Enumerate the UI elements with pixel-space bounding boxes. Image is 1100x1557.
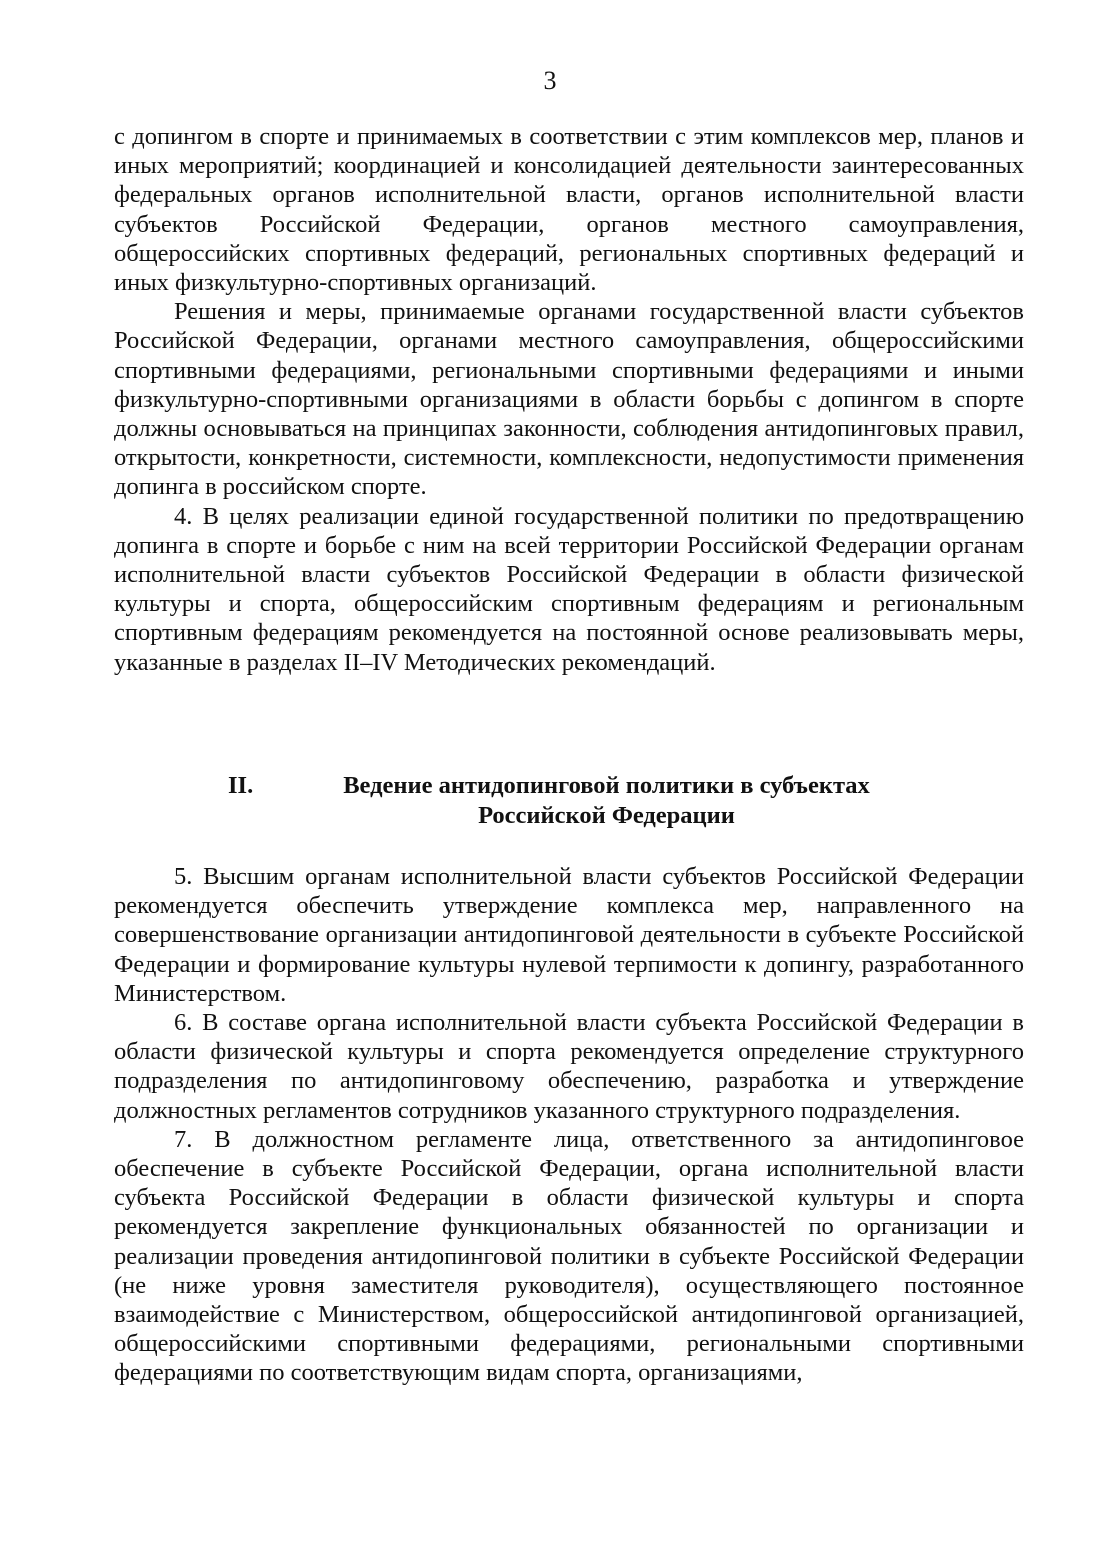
paragraph-item-4: 4. В целях реализации единой государственной политики по предотвращению допинга в спорте и борьбе с ним на всей территории Российской Федерации органам исполнительной власти субъектов Российской Федерации в области физической культуры и спорта, общероссийским спортивным федерациям и региональным спортивным федерациям рекомендуется на постоянной основе реализовывать меры, указанные в разделах II–IV Методических рекомендаций. bbox=[114, 502, 1024, 676]
paragraph-item-7: 7. В должностном регламенте лица, ответственного за антидопинговое обеспечение в субъекте Российской Федерации, органа исполнительной власти субъекта Российской Федерации в области физической культуры и спорта рекомендуется закрепление функциональных обязанностей по организации и реализации проведения антидопинговой политики в субъекте Российской Федерации (не ниже уровня заместителя руководителя), осуществляющего постоянное взаимодействие с Министерством, общероссийской антидопинговой организацией, общероссийскими спортивными федерациями, региональными спортивными федерациями по соответствующим видам спорта, организациями, bbox=[114, 1125, 1024, 1387]
text-block-lower bbox=[114, 862, 1024, 1388]
section-number: II. bbox=[228, 772, 254, 799]
text-block-upper bbox=[114, 122, 1024, 677]
page-number: 3 bbox=[543, 66, 557, 95]
paragraph-item-5: 5. Высшим органам исполнительной власти субъектов Российской Федерации рекомендуется обеспечить утверждение комплекса мер, направленного на совершенствование организации антидопинговой деятельности в субъекте Российской Федерации и формирование культуры нулевой терпимости к допингу, разработанного Министерством. bbox=[114, 863, 1024, 1007]
paragraph-decisions: Решения и меры, принимаемые органами государственной власти субъектов Российской Федерации, органами местного самоуправления, общероссийскими спортивными федерациями, региональными спортивными федерациями и иными физкультурно-спортивными организациями в области борьбы с допингом в спорте должны основываться на принципах законности, соблюдения антидопинговых правил, открытости, конкретности, системности, комплексности, недопустимости применения допинга в российском спорте. bbox=[114, 298, 1024, 501]
section-title-line-1: Ведение антидопинговой политики в субъектах bbox=[343, 772, 870, 799]
section-title-line-2: Российской Федерации bbox=[478, 802, 735, 829]
section-heading bbox=[114, 771, 1024, 831]
paragraph-continuation: с допингом в спорте и принимаемых в соответствии с этим комплексов мер, планов и иных мероприятий; координацией и консолидацией деятельности заинтересованных федеральных органов исполнительной власти, органов исполнительной власти субъектов Российской Федерации, органов местного самоуправления, общероссийских спортивных федераций, региональных спортивных федераций и иных физкультурно-спортивных организаций. bbox=[114, 123, 1024, 297]
paragraph-item-6: 6. В составе органа исполнительной власти субъекта Российской Федерации в области физической культуры и спорта рекомендуется определение структурного подразделения по антидопинговому обеспечению, разработка и утверждение должностных регламентов сотрудников указанного структурного подразделения. bbox=[114, 1009, 1024, 1124]
